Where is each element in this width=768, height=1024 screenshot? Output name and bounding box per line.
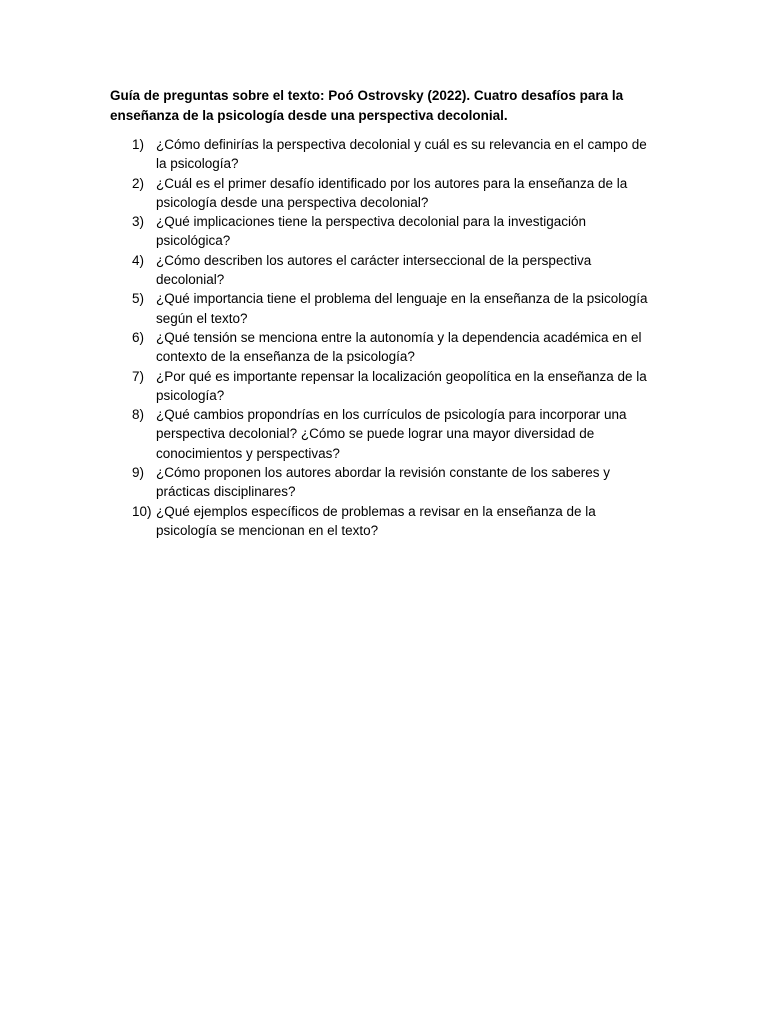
question-text: ¿Qué ejemplos específicos de problemas a revisar en la enseñanza de la psicología se mencionan en el texto? <box>156 503 596 538</box>
list-item <box>110 502 658 541</box>
question-number: 7) <box>132 368 145 384</box>
question-number: 6) <box>132 329 145 345</box>
question-number: 2) <box>132 175 145 191</box>
question-text: ¿Cómo definirías la perspectiva decolonial y cuál es su relevancia en el campo de la psicología? <box>156 137 647 172</box>
question-text: ¿Qué implicaciones tiene la perspectiva decolonial para la investigación psicológica? <box>156 214 586 249</box>
list-item <box>110 135 658 174</box>
list-item <box>110 463 658 502</box>
question-text: ¿Por qué es importante repensar la localización geopolítica en la enseñanza de la psicología? <box>156 368 647 403</box>
list-item <box>110 367 658 406</box>
question-list <box>110 135 658 540</box>
question-text: ¿Cómo describen los autores el carácter interseccional de la perspectiva decolonial? <box>156 252 592 288</box>
list-item <box>110 174 658 213</box>
list-item <box>110 328 658 367</box>
list-item <box>110 212 658 251</box>
question-number: 5) <box>132 291 145 307</box>
question-number: 1) <box>132 137 145 152</box>
list-item <box>110 289 658 328</box>
question-number: 4) <box>132 252 145 268</box>
question-text: ¿Qué importancia tiene el problema del lenguaje en la enseñanza de la psicología según el texto? <box>156 291 648 326</box>
question-text: ¿Qué cambios propondrías en los currículos de psicología para incorporar una perspectiva decolonial? ¿Cómo se puede lograr una mayor diversidad de conocimientos y perspectivas? <box>156 407 627 461</box>
question-text: ¿Cuál es el primer desafío identificado por los autores para la enseñanza de la psicología desde una perspectiva decolonial? <box>156 175 628 210</box>
question-number: 9) <box>132 465 145 481</box>
question-text: ¿Cómo proponen los autores abordar la revisión constante de los saberes y prácticas disciplinares? <box>156 465 611 500</box>
question-number: 8) <box>132 407 145 423</box>
document-page <box>110 86 658 540</box>
list-item <box>110 405 658 463</box>
document-title: Guía de preguntas sobre el texto: Poó Ostrovsky (2022). Cuatro desafíos para la enseñanza de la psicología desde una perspectiva decolonial. <box>110 88 624 123</box>
question-number: 10) <box>132 503 152 519</box>
list-item <box>110 251 658 290</box>
question-number: 3) <box>132 214 145 230</box>
question-text: ¿Qué tensión se menciona entre la autonomía y la dependencia académica en el contexto de la enseñanza de la psicología? <box>156 329 642 365</box>
